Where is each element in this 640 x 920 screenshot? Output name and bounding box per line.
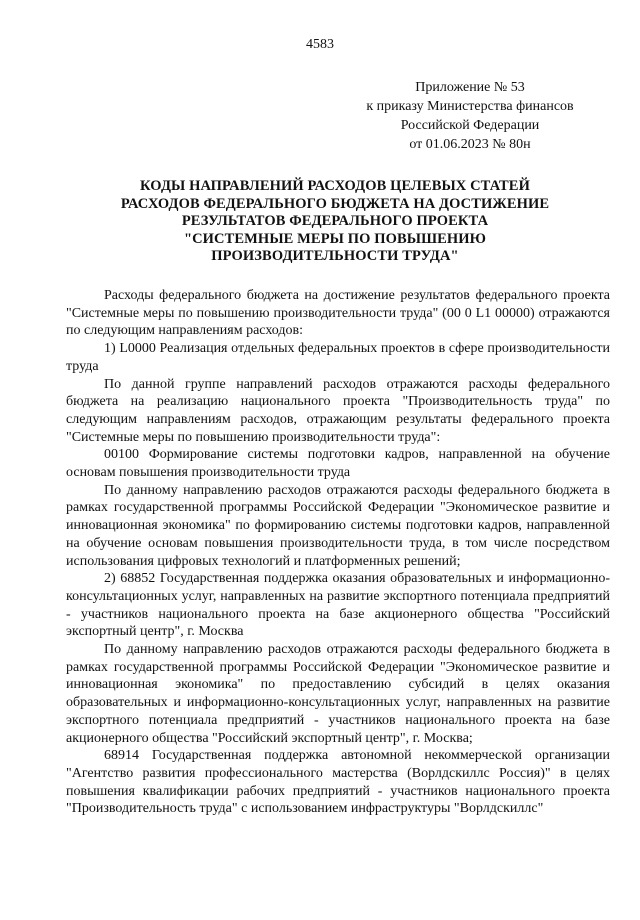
title-line: РАСХОДОВ ФЕДЕРАЛЬНОГО БЮДЖЕТА НА ДОСТИЖЕНИЕ <box>120 195 550 212</box>
title-line: "СИСТЕМНЫЕ МЕРЫ ПО ПОВЫШЕНИЮ <box>183 230 487 247</box>
appendix-country: Российской Федерации <box>400 118 540 133</box>
item-2-heading: 2) 68852 Государственная поддержка оказания образовательных и информационно-консультационных услуг, направленных на развитие экспортного потенциала предприятий - участников национального проекта на базе акционерного общества "Российский экспортный центр", г. Москва <box>66 571 610 640</box>
appendix-header <box>330 78 610 154</box>
code-68914-heading: 68914 Государственная поддержка автономной некоммерческой организации "Агентство развития профессионального мастерства (Ворлдскиллс Россия)" в целях повышения квалификации рабочих предприятий - участников национального проекта "Производительность труда" с использованием инфраструктуры "Ворлдскиллс" <box>66 748 610 817</box>
intro-paragraph: Расходы федерального бюджета на достижение результатов федерального проекта "Системные меры по повышению производительности труда" (00 0 L1 00000) отражаются по следующим направлениям расходов: <box>66 288 610 339</box>
page-number: 4583 <box>306 37 334 52</box>
item-1-heading: 1) L0000 Реализация отдельных федеральных проектов в сфере производительности труда <box>66 341 610 374</box>
appendix-order-date: от 01.06.2023 № 80н <box>409 137 531 152</box>
appendix-number: Приложение № 53 <box>415 80 525 95</box>
code-68852-description: По данному направлению расходов отражаются расходы федерального бюджета в рамках государственной программы Российской Федерации "Экономическое развитие и инновационная экономика" по предоставлению субсидий в целях оказания образовательных и информационно-консультационных услуг, направленных на развитие экспортного потенциала предприятий - участников национального проекта на базе акционерного общества "Российский экспортный центр", г. Москва; <box>66 642 610 746</box>
title-line: ПРОИЗВОДИТЕЛЬНОСТИ ТРУДА" <box>211 248 459 265</box>
document-body <box>66 287 610 818</box>
group-description: По данной группе направлений расходов отражаются расходы федерального бюджета на реализацию национального проекта "Производительность труда" по следующим направлениям расходов, отражающим результаты федерального проекта "Системные меры по повышению производительности труда": <box>66 376 610 445</box>
title-line: РЕЗУЛЬТАТОВ ФЕДЕРАЛЬНОГО ПРОЕКТА <box>181 213 489 230</box>
appendix-order-ref: к приказу Министерства финансов <box>366 99 574 114</box>
code-00100-description: По данному направлению расходов отражаются расходы федерального бюджета в рамках государственной программы Российской Федерации "Экономическое развитие и инновационная экономика" по формированию системы подготовки кадров, направленной на обучение основам повышения производительности труда, в том числе посредством использования цифровых технологий и платформенных решений; <box>66 482 610 569</box>
document-title <box>70 178 600 266</box>
title-line: КОДЫ НАПРАВЛЕНИЙ РАСХОДОВ ЦЕЛЕВЫХ СТАТЕЙ <box>140 178 530 194</box>
code-00100-heading: 00100 Формирование системы подготовки кадров, направленной на обучение основам повышения производительности труда <box>66 447 610 481</box>
